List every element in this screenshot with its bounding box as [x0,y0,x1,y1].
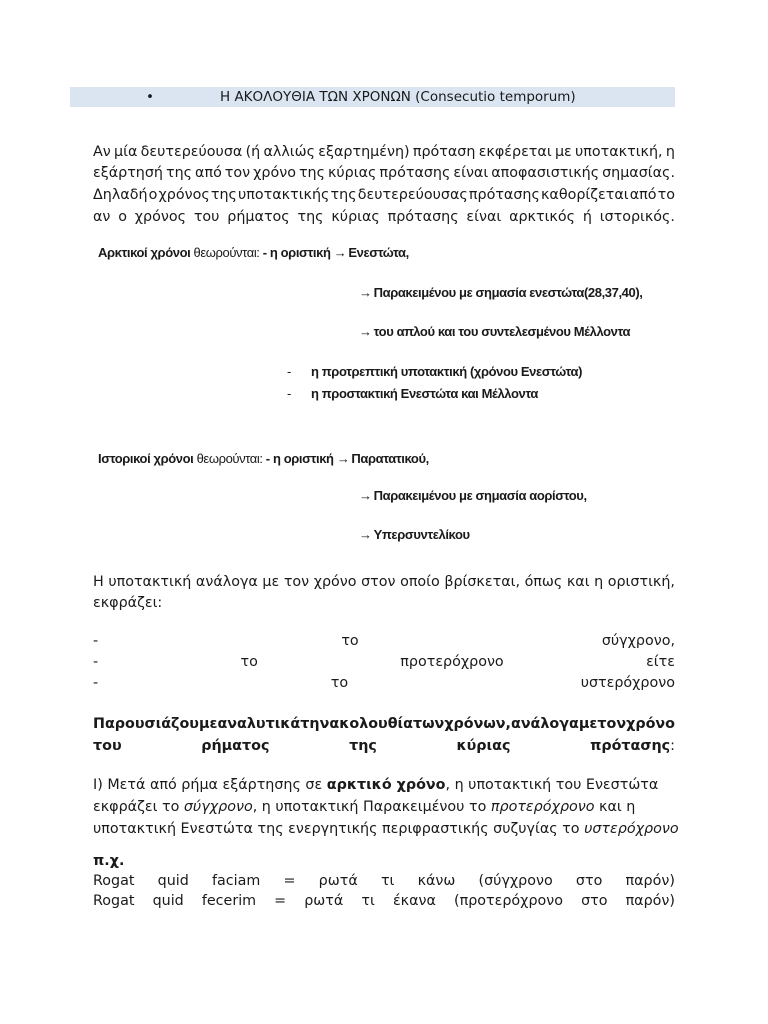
word: στο [575,873,603,889]
word: Rogat [93,873,135,889]
word: ρωτά [304,893,344,909]
arrow-right-icon: → [359,324,372,339]
rule-1-line-1 [93,774,675,796]
word: στον [361,574,396,590]
word: σημασίας. [602,165,675,181]
word: πρότασης [468,187,540,203]
primary-item-4: η προτρεπτική υποτακτική (χρόνου Ενεστώτα) [311,364,583,379]
word: της [349,738,377,754]
rule-1-text-d: εκφράζει το [93,799,180,815]
word: δευτερεύουσας [357,187,468,203]
word: (προτερόχρονο [454,893,563,909]
arrow-right-icon: → [333,245,347,260]
word: υποτακτική [108,574,192,590]
word: χρόνων, [444,716,511,732]
word: ο [148,187,158,203]
word: πρότασης: [590,738,675,754]
word: με [554,144,572,160]
word: υποτακτικής [238,187,330,203]
historic-item-2: Παρακειμένου με σημασία αορίστου, [373,488,587,503]
subjunctive-item-2 [93,652,675,673]
word: Rogat [93,893,135,909]
intro-line-4 [93,206,675,228]
word: τι [380,873,395,889]
word: του [93,738,122,754]
word: εκφέρεται [478,144,552,160]
word: της [165,165,193,181]
intro-line-3 [93,184,675,206]
rule-1-text-a: Ι) Μετά από ρήμα εξάρτησης σε [93,777,323,793]
word: ιστορικός. [599,209,675,225]
arrow-right-icon: → [359,488,372,503]
word: υστερόχρονο [580,675,675,691]
word: εξαρτημένη) [318,144,410,160]
word: αναλυτικά [217,716,301,732]
historic-mood: - η οριστική [265,451,334,466]
arrow-right-icon: → [359,527,372,542]
intro-line-2 [93,162,675,184]
subjunctive-item-3 [93,673,675,694]
word: fecerim [201,893,257,909]
historic-considered: θεωρούνται: [196,451,263,466]
word: quid [157,873,189,889]
word: πρότασης [379,165,451,181]
word: της [210,187,237,203]
word: (ή [245,144,261,160]
word: του [193,209,220,225]
word: κύριας [456,738,511,754]
arrow-right-icon: → [336,451,350,466]
intro-line-1 [93,142,675,162]
word: είναι [466,209,502,225]
arrow-right-icon: → [359,285,372,300]
word: χρόνο [313,574,357,590]
presentation-paragraph [93,713,675,757]
word: οποίο [400,574,440,590]
historic-item-3-line [359,527,470,542]
primary-item-3: του απλού και του συντελεσμένου Μέλλοντα [373,324,631,339]
word: στο [581,893,608,909]
word: εξάρτησή [93,165,163,181]
primary-label: Αρκτικοί χρόνοι [98,245,191,260]
intro-paragraph [93,142,675,228]
word: οριστική, [607,574,675,590]
word: από [629,187,657,203]
word: = [283,873,296,889]
examples-label: π.χ. [93,853,125,869]
word: ακολουθία [329,716,413,732]
example-1 [93,871,675,891]
rule-1-line-2 [93,796,675,818]
rule-1-text-g: προτερόχρονο [490,799,595,815]
presentation-line-1 [93,713,675,735]
dash: - [287,364,291,379]
dash: - [287,386,291,401]
rule-1-text-e: σύγχρονο [183,799,253,815]
rule-1-text-h: και η [599,799,636,815]
word: υποτακτική, [575,144,663,160]
word: faciam [212,873,261,889]
primary-item-3-line [359,324,630,339]
historic-tenses-line [98,451,429,466]
word: αλλιώς [263,144,316,160]
examples-list [93,871,675,911]
presentation-line-2 [93,735,675,757]
word: την [300,716,330,732]
word: τον [283,574,310,590]
word: αν [93,209,111,225]
title-bar [70,87,675,107]
word: της [298,165,325,181]
word: Δηλαδή [93,187,148,203]
primary-considered: θεωρούνται: [193,245,260,260]
primary-item-4-line [287,364,582,379]
word: ανάλογα [511,716,579,732]
word: τον [224,165,251,181]
word: ρήματος [227,209,290,225]
word: έκανα [392,893,436,909]
page-title: Η ΑΚΟΛΟΥΘΙΑ ΤΩΝ ΧΡΟΝΩΝ (Consecutio temporum) [220,89,576,105]
word: μία [114,144,138,160]
word: τον [597,716,627,732]
word: αρκτικός [509,209,575,225]
historic-label: Ιστορικοί χρόνοι [98,451,194,466]
subjunctive-line-1 [93,572,675,592]
word: = [274,893,287,909]
word: Παρουσιάζουμε [93,716,218,732]
word: των [412,716,445,732]
word: σύγχρονο, [601,633,675,649]
title-bullet: • [146,89,154,105]
primary-mood: - η οριστική [262,245,331,260]
word: χρόνος [158,187,210,203]
rule-1-text-i: υποτακτική Ενεστώτα της ενεργητικής περιφραστικής συζυγίας το [93,821,580,837]
word: χρόνο [626,716,675,732]
word: καθορίζεται [540,187,629,203]
word: δευτερεύουσα [140,144,243,160]
rule-1-line-3 [93,818,679,840]
word: το [330,675,349,691]
historic-item-2-line [359,488,587,503]
word: αποφασιστικής [491,165,600,181]
word: ο [118,209,127,225]
rule-1-text-b: αρκτικό χρόνο [326,777,446,793]
word: Αν [93,144,111,160]
rule-1-paragraph [93,774,679,840]
subjunctive-line-2: εκφράζει: [93,595,163,611]
word: Η [93,574,104,590]
word: ρήματος [201,738,270,754]
word: βρίσκεται, [444,574,520,590]
primary-item-5: η προστακτική Ενεστώτα και Μέλλοντα [311,386,538,401]
word: πρότασης [387,209,459,225]
word: προτερόχρονο [400,654,504,670]
word: (σύγχρονο [478,873,553,889]
word: είναι [453,165,489,181]
historic-item-1: Παρατατικού, [351,451,429,466]
example-2 [93,891,675,911]
word: της [330,187,357,203]
word: παρόν) [625,873,675,889]
primary-item-1: Ενεστώτα, [348,245,409,260]
word: - [93,633,99,649]
word: ή [582,209,592,225]
word: το [240,654,258,670]
word: κύριας [327,165,377,181]
colon: : [670,738,675,754]
historic-item-3: Υπερσυντελίκου [373,527,470,542]
word: - [93,675,99,691]
word: και [566,574,590,590]
word: η [594,574,604,590]
word: πρόταση [412,144,476,160]
word: - [93,654,99,670]
word: ρωτά [318,873,358,889]
rule-1-text-j: υστερόχρονο [584,821,679,837]
word: από [195,165,222,181]
word: της [297,209,324,225]
subjunctive-paragraph [93,572,675,614]
word: κύριας [331,209,380,225]
word: χρόνο [253,165,296,181]
word: το [341,633,359,649]
word: είτε [646,654,675,670]
rule-1-text-c: , η υποτακτική του Ενεστώτα [445,777,659,793]
primary-item-5-line [287,386,538,401]
word: η [665,144,675,160]
word: κάνω [417,873,456,889]
rule-1-text-f: , η υποτακτική Παρακειμένου το [252,799,487,815]
word: με [262,574,280,590]
word: με [578,716,598,732]
word: παρόν) [625,893,675,909]
subjunctive-item-1 [93,631,675,652]
primary-item-2: Παρακειμένου με σημασία ενεστώτα(28,37,40), [373,285,643,300]
word: quid [152,893,184,909]
word: το [657,187,675,203]
word: χρόνος [134,209,187,225]
primary-item-2-line [359,285,642,300]
word: τι [361,893,375,909]
word: όπως [524,574,563,590]
subjunctive-list [93,631,675,694]
primary-tenses-line [98,245,409,260]
word: ανάλογα [195,574,258,590]
